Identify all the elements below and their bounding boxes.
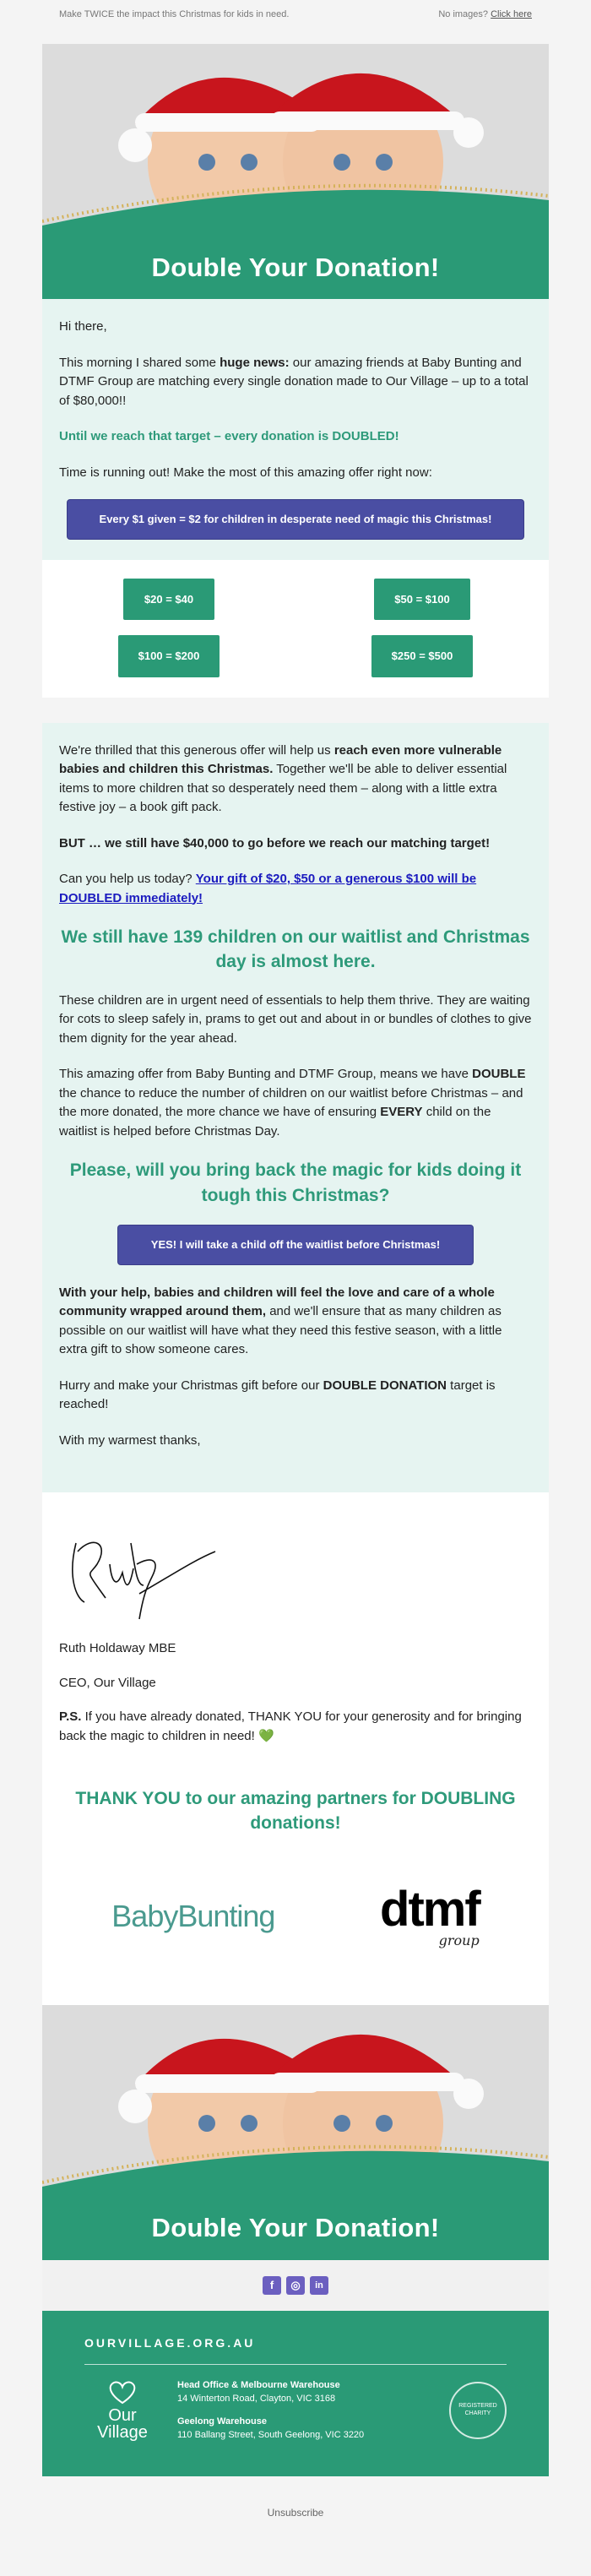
double-donation-button[interactable]: Every $1 given = $2 for children in desperate need of magic this Christmas! — [67, 499, 524, 540]
logo-line-1: Our — [108, 2406, 137, 2426]
magic-heading: Please, will you bring back the magic for kids doing it tough this Christmas? — [69, 1160, 522, 1205]
geelong-title: Geelong Warehouse — [177, 2416, 267, 2427]
take-child-off-waitlist-button[interactable]: YES! I will take a child off the waitlist before Christmas! — [117, 1225, 474, 1265]
signatory-role: CEO, Our Village — [59, 1675, 156, 1690]
gift-link[interactable]: Your gift of $20, $50 or a generous $100 will be DOUBLED immediately! — [59, 872, 477, 905]
registered-charity-badge — [449, 2382, 507, 2439]
intro-panel — [42, 299, 549, 560]
hero-title: Double Your Donation! — [151, 252, 440, 282]
body-p7-bold: DOUBLE DONATION — [323, 1378, 447, 1393]
greeting: Hi there, — [59, 319, 107, 334]
instagram-icon[interactable]: ◎ — [286, 2276, 305, 2295]
postscript — [59, 1708, 532, 1746]
footer — [42, 2311, 549, 2476]
hero-banner — [42, 44, 549, 299]
time-running-out: Time is running out! Make the most of this amazing offer right now: — [59, 465, 432, 480]
body-p6-b: and we'll ensure that as many children as possible on our waitlist will have what they need this festive season, with a little extra gift to show someone cares. — [59, 1304, 502, 1357]
amount-50-button[interactable]: $50 = $100 — [374, 579, 469, 621]
amount-buttons — [42, 560, 549, 698]
body-paragraph-5 — [59, 1065, 532, 1141]
body-p1-bold: reach even more vulnerable babies and children this Christmas. — [59, 742, 502, 776]
body-p7-a: Hurry and make your Christmas gift before our — [59, 1378, 323, 1393]
unsubscribe-link[interactable]: Unsubscribe — [267, 2506, 324, 2519]
body-paragraph-4: These children are in urgent need of essentials to help them thrive. They are waiting for cots to sleep safely in, prams to get out and about in or bundles of clothes to give them dignity for the year ahead. — [59, 992, 532, 1046]
unsubscribe-area — [42, 2476, 549, 2549]
body-p6-bold: With your help, babies and children will feel the love and care of a whole community wrapped around them, — [59, 1285, 495, 1319]
email-container — [42, 0, 549, 2549]
social-bar — [42, 2260, 549, 2311]
signature-area — [42, 1492, 549, 1769]
body-paragraph-7 — [59, 1377, 532, 1415]
body-p5-d: child on the waitlist is helped before Christmas Day. — [59, 1105, 491, 1139]
amount-20-button[interactable]: $20 = $40 — [123, 579, 214, 621]
waitlist-heading: We still have 139 children on our waitlist and Christmas day is almost here. — [61, 927, 530, 972]
partners-heading: THANK YOU to our amazing partners for DOUBLING donations! — [75, 1789, 516, 1834]
amount-100-button[interactable]: $100 = $200 — [118, 635, 220, 677]
preheader-text: Make TWICE the impact this Christmas for kids in need. — [59, 9, 290, 19]
warmest-thanks: With my warmest thanks, — [59, 1432, 201, 1448]
body-p5-c: the chance to reduce the number of children on our waitlist before Christmas – and the more donated, the more chance we have of ensuring — [59, 1085, 523, 1120]
body-p2-bold: BUT … we still have $40,000 to go before we reach our matching target! — [59, 835, 491, 851]
heart-balloon-icon — [106, 2379, 139, 2405]
signatory-name: Ruth Holdaway MBE — [59, 1641, 176, 1656]
dtmf-logo — [380, 1881, 480, 1948]
body-p1-b: Together we'll be able to deliver essential items to more children that so desperately need them – along with a little extra festive joy – a book gift pack. — [59, 762, 507, 814]
no-images — [438, 8, 532, 44]
body-paragraph-3 — [59, 870, 532, 908]
body-paragraph-6 — [59, 1284, 532, 1360]
body-p5-a: This amazing offer from Baby Bunting and DTMF Group, means we have — [59, 1067, 473, 1082]
logo-line-2: Village — [97, 2423, 148, 2443]
footer-divider — [84, 2364, 507, 2365]
hero-title-bottom: Double Your Donation! — [151, 2213, 440, 2243]
website-link[interactable]: OURVILLAGE.ORG.AU — [84, 2335, 256, 2350]
our-village-logo — [84, 2379, 160, 2441]
click-here-link[interactable]: Click here — [491, 9, 532, 19]
body-p5-double: DOUBLE — [472, 1067, 526, 1082]
baby-bunting-logo: BabyBunting — [111, 1898, 275, 1933]
facebook-icon[interactable]: f — [263, 2276, 281, 2295]
body-p1-a: We're thrilled that this generous offer will help us — [59, 742, 334, 758]
signature-image — [59, 1518, 228, 1628]
partners-section — [42, 1769, 549, 2005]
badge-text: REGISTERED CHARITY — [458, 2403, 497, 2416]
no-images-label: No images? — [438, 9, 489, 19]
intro-paragraph — [59, 354, 532, 411]
hero-banner-bottom — [42, 2005, 549, 2260]
ps-text: If you have already donated, THANK YOU for your generosity and for bringing back the magic to children in need! 💚 — [59, 1709, 522, 1743]
linkedin-icon[interactable]: in — [310, 2276, 328, 2295]
dtmf-logo-sub: group — [438, 1932, 480, 1948]
preheader — [42, 0, 549, 44]
office-title: Head Office & Melbourne Warehouse — [177, 2379, 340, 2390]
body-p7-b: target is reached! — [59, 1378, 496, 1412]
office-address: 14 Winterton Road, Clayton, VIC 3168 — [177, 2394, 336, 2405]
dtmf-logo-text: dtmf — [380, 1881, 480, 1937]
body-paragraph-2 — [59, 834, 532, 854]
amount-250-button[interactable]: $250 = $500 — [371, 635, 474, 677]
intro-text-b: our amazing friends at Baby Bunting and DTMF Group are matching every single donation made to Our Village – up to a total of $80,000!! — [59, 355, 529, 408]
ps-label: P.S. — [59, 1709, 82, 1725]
green-lead: Until we reach that target – every donation is DOUBLED! — [59, 429, 399, 443]
partner-logos — [59, 1853, 532, 1980]
body-p5-every: EVERY — [380, 1105, 423, 1120]
body-p3-a: Can you help us today? — [59, 872, 196, 886]
body-panel — [42, 723, 549, 1493]
intro-text-a: This morning I shared some — [59, 355, 220, 370]
addresses — [177, 2378, 449, 2443]
intro-bold: huge news: — [220, 355, 290, 370]
body-paragraph-1 — [59, 742, 532, 818]
geelong-address: 110 Ballang Street, South Geelong, VIC 3220 — [177, 2430, 365, 2441]
